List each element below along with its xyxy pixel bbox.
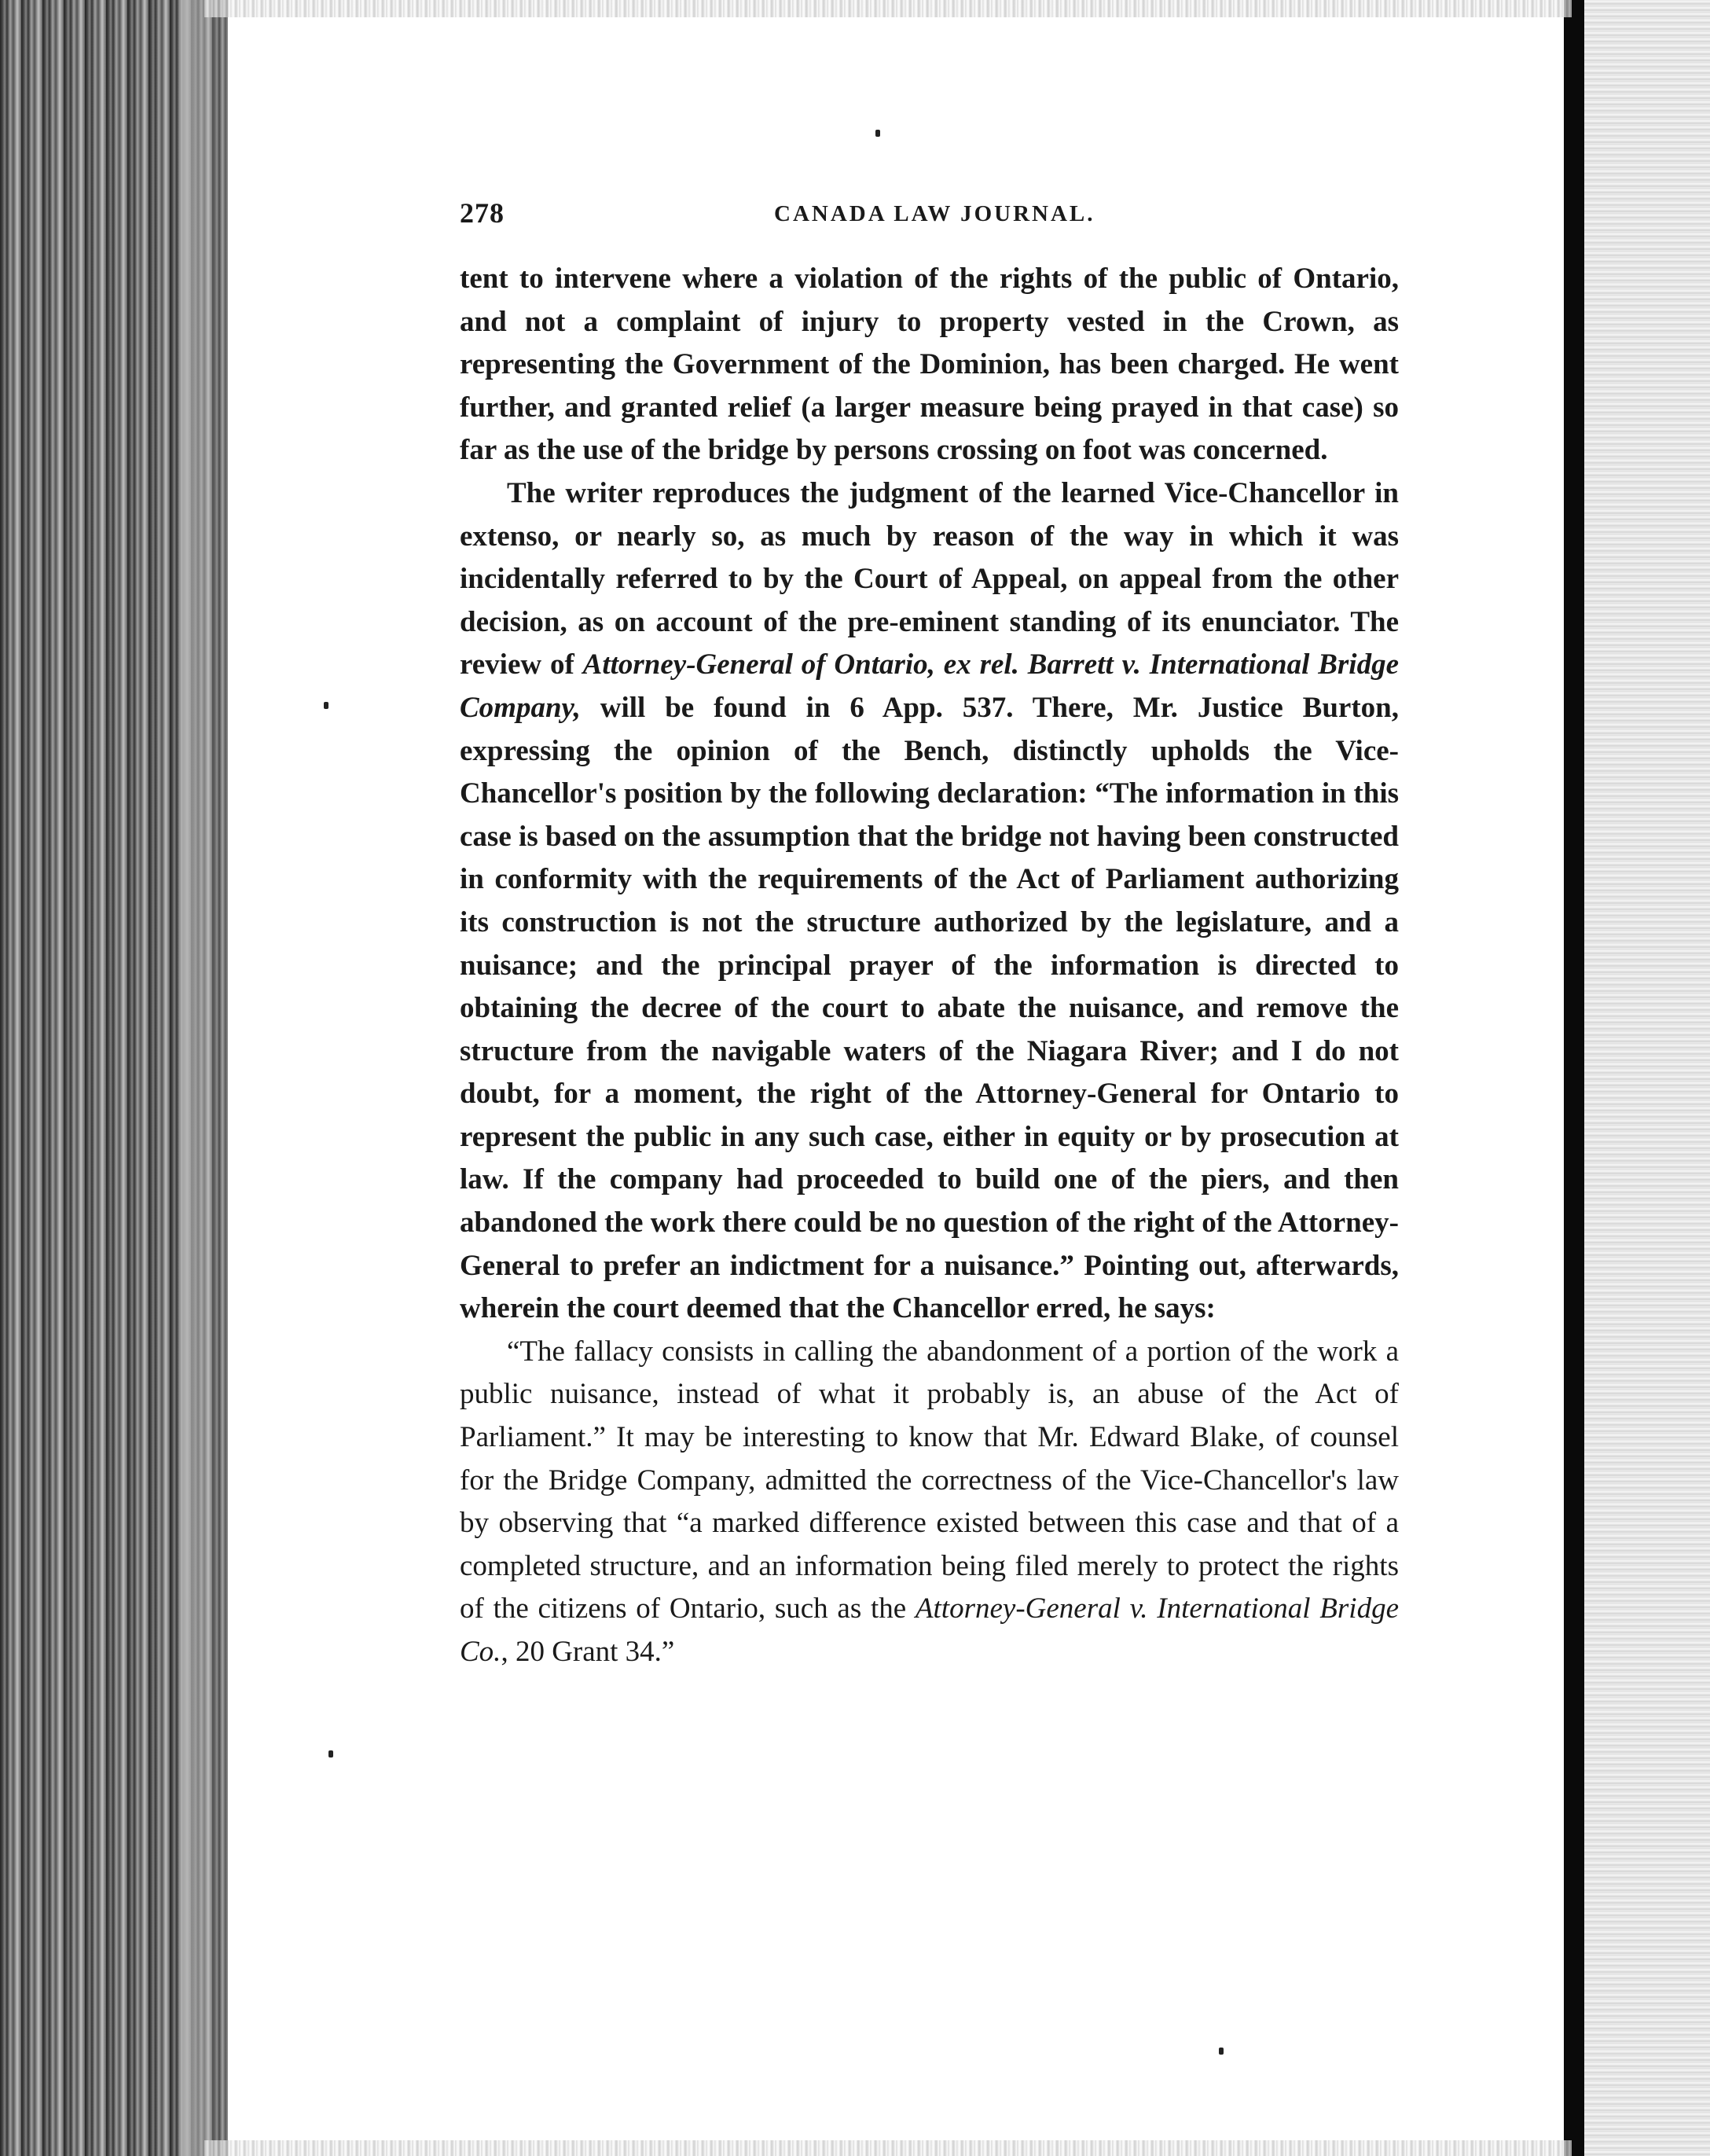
scan-binding-fade bbox=[181, 0, 228, 2156]
paragraph-text: tent to intervene where a violation of the rights of the public of Ontario, and not a complaint of injury to property vested in the Crown, as representing the Government of the Dominion, has been charged. He went further, and granted relief (a larger measure being prayed in that case) so far as the use of the bridge by persons crossing on foot was concerned. bbox=[460, 263, 1399, 467]
scan-right-border bbox=[1564, 0, 1584, 2156]
case-citation: Attorney-General of Ontario, ex rel. Barrett v. International Bridge Company, bbox=[460, 648, 1399, 724]
paragraph-continuation bbox=[460, 258, 1399, 472]
speck-mark bbox=[324, 702, 328, 709]
scan-top-edge bbox=[204, 0, 1572, 17]
speck-mark bbox=[328, 1750, 333, 1757]
paragraph-text: The writer reproduces the judgment of the learned Vice-Chancellor in extenso, or nearly so, as much by reason of the way in which it was incidentally referred to by the Court of Appeal, on appeal from the other decision, as on account of the pre-eminent standing of its enunciator. The review of bbox=[460, 476, 1399, 681]
paragraph-judgment-review bbox=[460, 472, 1399, 1331]
running-head bbox=[460, 197, 1399, 244]
paragraph-text: will be found in 6 App. 537. There, Mr. Justice Burton, expressing the opinion of the Bench, distinctly upholds the Vice-Chancellor's position by the following declaration: “The information in this case is based on the assumption that the bridge not having been constructed in conformity with the requirements of the Act of Parliament authorizing its construction is not the structure authorized by the legislature, and a nuisance; and the principal prayer of the information is directed to obtaining the decree of the court to abate the nuisance, and remove the structure from the navigable waters of the Niagara River; and I do not doubt, for a moment, the right of the Attorney-General for Ontario to represent the public in any such case, either in equity or by prosecution at law. If the company had proceeded to build one of the piers, and then abandoned the work there could be no question of the right of the Attorney-General to prefer an indictment for a nuisance.” Pointing out, afterwards, wherein the court deemed that the Chancellor erred, he says: bbox=[460, 691, 1399, 1325]
case-citation: Attorney-General v. International Bridge Co. bbox=[460, 1592, 1400, 1668]
speck-mark bbox=[1219, 2048, 1224, 2055]
speck-mark bbox=[875, 130, 880, 137]
article-body bbox=[460, 258, 1399, 1674]
page-number: 278 bbox=[460, 197, 505, 229]
paragraph-quotation bbox=[460, 1331, 1399, 1674]
journal-page bbox=[460, 197, 1399, 1674]
scan-right-edge bbox=[1569, 0, 1710, 2156]
paragraph-text: “The fallacy consists in calling the abandonment of a portion of the work a public nuisance, instead of what it probably is, an abuse of the Act of Parliament.” It may be interesting to know that Mr. Edward Blake, of counsel for the Bridge Company, admitted the correctness of the Vice-Chancellor's law by observing that “a marked difference existed between this case and that of a completed structure, and an information being filed merely to protect the rights of the citizens of Ontario, such as the bbox=[460, 1335, 1399, 1625]
paragraph-text: , 20 Grant 34.” bbox=[501, 1636, 675, 1668]
journal-title: CANADA LAW JOURNAL. bbox=[774, 201, 1095, 226]
scan-bottom-edge bbox=[204, 2140, 1572, 2156]
